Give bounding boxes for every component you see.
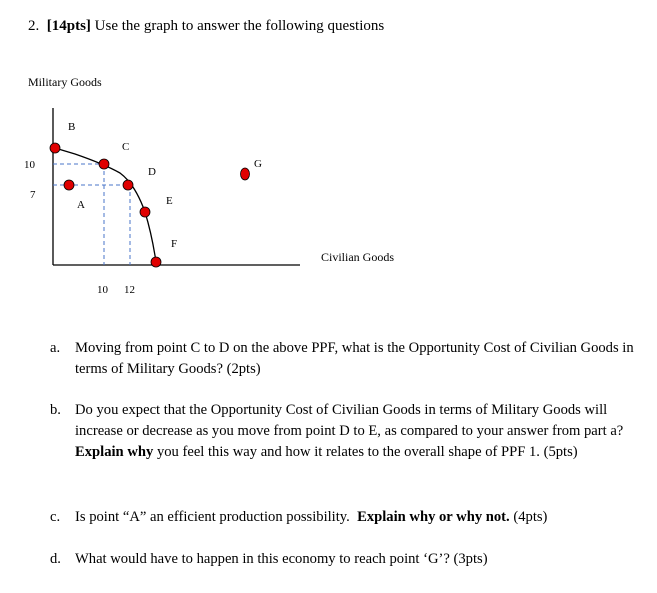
part-a (50, 338, 640, 380)
point-g-label: G (254, 158, 262, 170)
part-c-text-2: (4pts) (513, 509, 548, 525)
point-e-marker (140, 207, 150, 217)
point-a-marker (64, 180, 74, 190)
y-axis-label: Military Goods (28, 75, 102, 89)
part-b-text-1: Do you expect that the Opportunity Cost of Civilian Goods in terms of Military Goods will increase or decrease as you move from point D to E, as compared to your answer from part a? (75, 402, 624, 439)
point-f-label: F (171, 238, 178, 250)
point-d-marker (123, 180, 133, 190)
point-b-label: B (68, 121, 76, 133)
part-d-text: What would have to happen in this economy to reach point ‘G’? (3pts) (75, 551, 488, 567)
part-c-text-1: Is point “A” an efficient production possibility. (75, 509, 350, 525)
point-b-marker (50, 143, 60, 153)
part-b (50, 400, 640, 463)
part-c-letter: c. (50, 509, 61, 525)
part-d-letter: d. (50, 551, 61, 567)
question-prompt: Use the graph to answer the following questions (94, 18, 385, 34)
part-a-text: Moving from point C to D on the above PPF, what is the Opportunity Cost of Civilian Goods in terms of Military Goods? (2pts) (75, 340, 634, 377)
point-d-label: D (148, 166, 156, 178)
y-tick-10: 10 (24, 159, 35, 171)
point-a-label: A (77, 199, 85, 211)
part-b-body (75, 400, 640, 463)
part-b-letter: b. (50, 402, 61, 418)
question-header (28, 18, 384, 35)
part-c (50, 507, 640, 528)
y-tick-7: 7 (30, 189, 36, 201)
part-b-bold: Explain why (75, 444, 154, 460)
part-d (50, 549, 640, 570)
part-c-bold: Explain why or why not. (357, 509, 510, 525)
x-axis-label: Civilian Goods (321, 250, 395, 264)
x-tick-10: 10 (97, 284, 108, 296)
guide-lines (53, 164, 130, 265)
question-points: [14pts] (46, 18, 91, 34)
part-b-text-2: you feel this way and how it relates to the overall shape of PPF 1. (5pts) (156, 444, 578, 460)
point-g-marker (241, 168, 250, 180)
ppf-graph (0, 60, 657, 310)
part-c-body (75, 507, 640, 528)
point-c-label: C (122, 141, 130, 153)
x-tick-12: 12 (124, 284, 135, 296)
point-c-marker (99, 159, 109, 169)
point-f-marker (151, 257, 161, 267)
part-a-letter: a. (50, 340, 61, 356)
point-e-label: E (166, 195, 173, 207)
question-number: 2. (28, 18, 40, 34)
